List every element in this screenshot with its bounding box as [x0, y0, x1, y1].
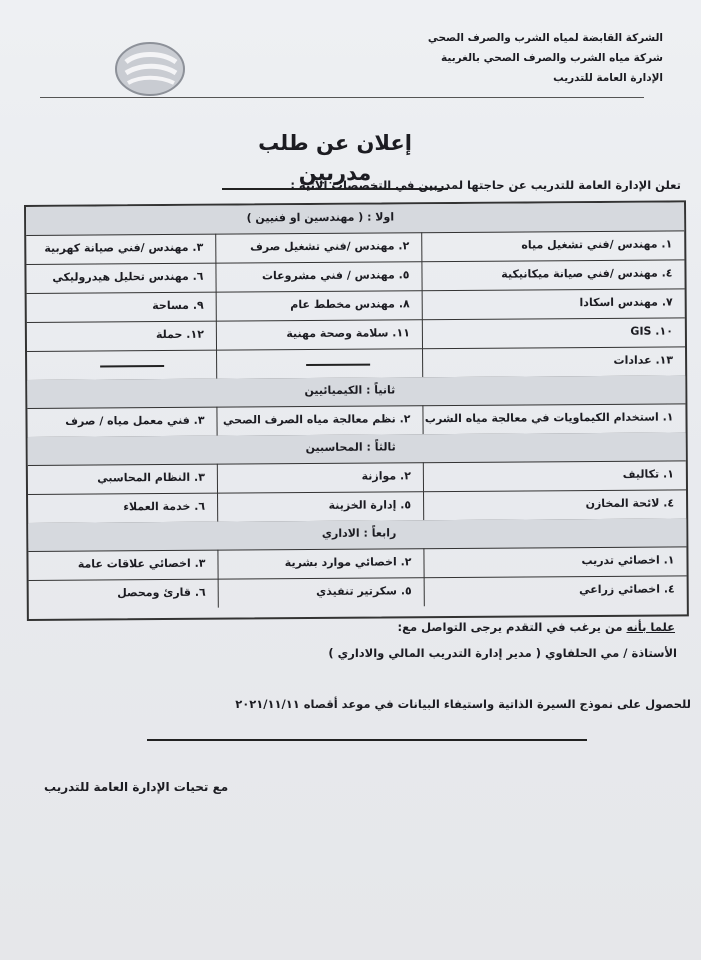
table-cell: ٩. مساحة: [27, 292, 217, 322]
note-text: من يرغب في التقدم يرجى التواصل مع:: [397, 620, 623, 634]
table-cell: ٤. لائحة المخازن: [585, 496, 675, 511]
specialties-table: [24, 200, 689, 621]
blank-line: [100, 365, 164, 367]
table-cell: ٥. إدارة الخزينة: [218, 491, 424, 521]
table-cell: ٢. نظم معالجة مياه الصرف الصحي: [217, 405, 423, 435]
section-label: رابعاً : الاداري: [321, 526, 397, 540]
section-label: ثالثاً : المحاسبين: [305, 440, 396, 455]
blank-line: [306, 364, 370, 366]
table-cell: ١. اخصائي تدريب: [581, 553, 675, 568]
letterhead-line-3: الإدارة العامة للتدريب: [553, 72, 663, 84]
table-cell: ١٢. حملة: [27, 321, 217, 351]
table-cell: ٨. مهندس مخطط عام: [217, 290, 423, 320]
table-cell: ٤. اخصائي زراعي: [579, 582, 675, 597]
table-cell: ٣. مهندس /فني صيانة كهربية: [26, 234, 216, 264]
table-cell: ٦. خدمة العملاء: [28, 493, 218, 523]
table-cell: ٣. فني معمل مياه / صرف: [27, 407, 217, 437]
table-cell: ٣. النظام المحاسبي: [28, 464, 218, 494]
company-logo: [42, 40, 187, 98]
section-label: اولا : ( مهندسين او فنيين ): [246, 210, 395, 225]
intro-text: تعلن الإدارة العامة للتدريب عن حاجتها لمدربين في التخصصات الآتية :: [290, 178, 681, 192]
table-cell: ١. مهندس /فني تشغيل مياه: [521, 237, 673, 252]
table-cell: ٤. مهندس /فني صيانة ميكانيكية: [501, 266, 673, 281]
table-cell: ٧. مهندس اسكادا: [579, 295, 673, 310]
table-cell: ٢. مهندس /فني تشغيل صرف: [216, 232, 422, 262]
document-title: إعلان عن طلب مدربين: [222, 128, 448, 190]
table-cell: ٦. مهندس تحليل هيدروليكي: [26, 263, 216, 293]
empty-cell: [217, 348, 423, 378]
table-cell: ٢. موازنة: [218, 462, 424, 492]
table-cell: ١١. سلامة وصحة مهنية: [217, 319, 423, 349]
table-cell: ٢. اخصائي موارد بشرية: [218, 548, 424, 578]
letterhead: [427, 28, 663, 88]
table-cell: ٥. سكرتير تنفيذي: [219, 577, 425, 607]
table-cell: ١. استخدام الكيماويات في معالجة مياه الشرب: [424, 410, 674, 426]
table-cell: ١٣. عدادات: [613, 353, 674, 367]
note-emphasis: علما بأنه: [626, 620, 675, 634]
table-cell: ١٠. GIS: [630, 324, 673, 338]
table-row: [29, 575, 687, 609]
section-label: ثانياً : الكيميائيين: [304, 383, 396, 398]
empty-cell: [27, 350, 217, 380]
letterhead-line-1: الشركة القابضة لمياه الشرب والصرف الصحي: [427, 32, 663, 44]
table-cell: ٦. قارئ ومحصل: [29, 579, 219, 609]
table-cell: ٥. مهندس / فني مشروعات: [216, 261, 422, 291]
footer-divider: [147, 739, 587, 741]
table-cell: ٣. اخصائي علاقات عامة: [28, 550, 218, 580]
letterhead-line-2: شركة مياه الشرب والصرف الصحي بالغربية: [441, 52, 663, 64]
application-deadline: للحصول على نموذج السيرة الذاتية واستيفاء البيانات في موعد أقصاه ٢٠٢١/١١/١١: [235, 697, 691, 711]
table-cell: ١. تكاليف: [622, 467, 674, 481]
contact-note: [398, 620, 675, 634]
header-divider: [40, 97, 644, 98]
contact-person: الأستاذة / مي الحلفاوي ( مدير إدارة التدريب المالي والاداري ): [328, 646, 677, 660]
closing-signature: مع تحيات الإدارة العامة للتدريب: [44, 780, 229, 794]
